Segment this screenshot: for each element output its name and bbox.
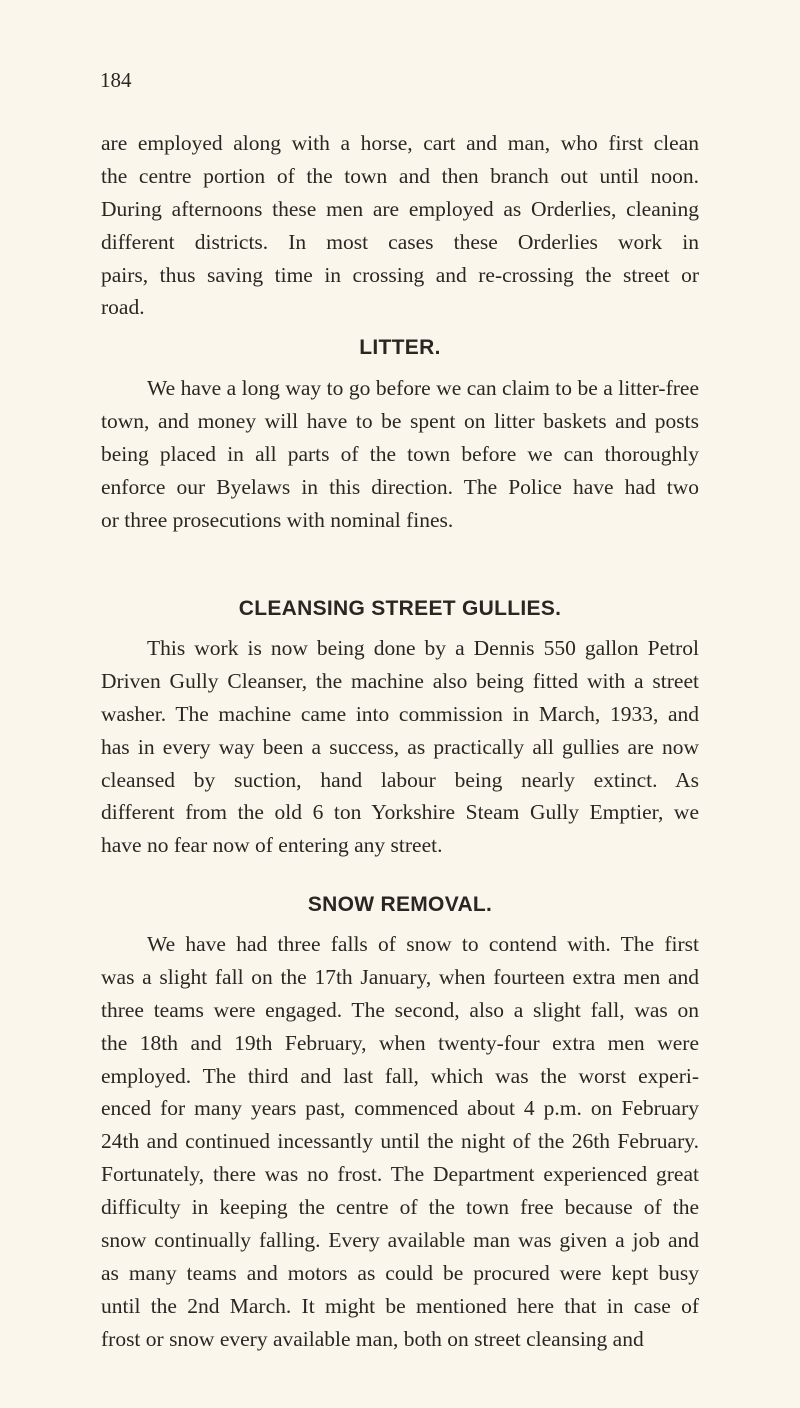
text-line: being placed in all parts of the town before we can thoroughly [101, 441, 699, 466]
text-line: snow continually falling. Every available man was given a job and [101, 1228, 699, 1253]
text-line: different from the old 6 ton Yorkshire Steam Gully Emptier, we [101, 800, 699, 825]
text-line: difficulty in keeping the centre of the town free because of the [101, 1195, 699, 1220]
text-line: This work is now being done by a Dennis 550 gallon Petrol [147, 636, 699, 660]
text-line: employed. The third and last fall, which was the worst experi- [101, 1063, 699, 1088]
text-line: washer. The machine came into commission in March, 1933, and [101, 701, 699, 726]
text-line: cleansed by suction, hand labour being nearly extinct. As [101, 767, 699, 792]
paragraph-intro [101, 127, 699, 324]
text-line: was a slight fall on the 17th January, when fourteen extra men and [101, 964, 699, 989]
text-line: has in every way been a success, as practically all gullies are now [101, 734, 699, 759]
text-line: three teams were engaged. The second, also a slight fall, was on [101, 997, 699, 1022]
page-number: 184 [100, 68, 132, 92]
text-line: town, and money will have to be spent on litter baskets and posts [101, 408, 699, 433]
text-line: are employed along with a horse, cart and man, who first clean [101, 131, 699, 155]
text-line: Fortunately, there was no frost. The Department experienced great [101, 1162, 699, 1187]
text-line: the 18th and 19th February, when twenty-four extra men were [101, 1030, 699, 1055]
text-line: We have had three falls of snow to contend with. The first [147, 932, 699, 956]
heading-litter: LITTER. [359, 336, 441, 359]
text-line: During afternoons these men are employed as Orderlies, cleaning [101, 196, 699, 221]
paragraph-gullies [101, 632, 699, 862]
text-line: different districts. In most cases these Orderlies work in [101, 229, 699, 254]
text-line: pairs, thus saving time in crossing and re-crossing the street or [101, 262, 699, 287]
text-line: until the 2nd March. It might be mentioned here that in case of [101, 1293, 699, 1318]
text-line: 24th and continued incessantly until the night of the 26th February. [101, 1129, 699, 1154]
text-line: road. [101, 295, 145, 320]
heading-snow-removal: SNOW REMOVAL. [307, 893, 493, 916]
text-line: We have a long way to go before we can claim to be a litter-free [147, 376, 699, 400]
text-line: enced for many years past, commenced about 4 p.m. on February [101, 1096, 699, 1121]
text-line: Driven Gully Cleanser, the machine also being fitted with a street [101, 668, 699, 693]
text-line: frost or snow every available man, both on street cleansing and [101, 1326, 644, 1351]
paragraph-snow [101, 928, 699, 1356]
text-line: as many teams and motors as could be procured were kept busy [101, 1260, 699, 1285]
text-line: have no fear now of entering any street. [101, 833, 443, 858]
text-line: enforce our Byelaws in this direction. The Police have had two [101, 474, 699, 499]
text-line: the centre portion of the town and then branch out until noon. [101, 163, 699, 188]
heading-cleansing-street-gullies: CLEANSING STREET GULLIES. [238, 597, 562, 620]
paragraph-litter [101, 372, 699, 536]
text-line: or three prosecutions with nominal fines. [101, 507, 454, 532]
